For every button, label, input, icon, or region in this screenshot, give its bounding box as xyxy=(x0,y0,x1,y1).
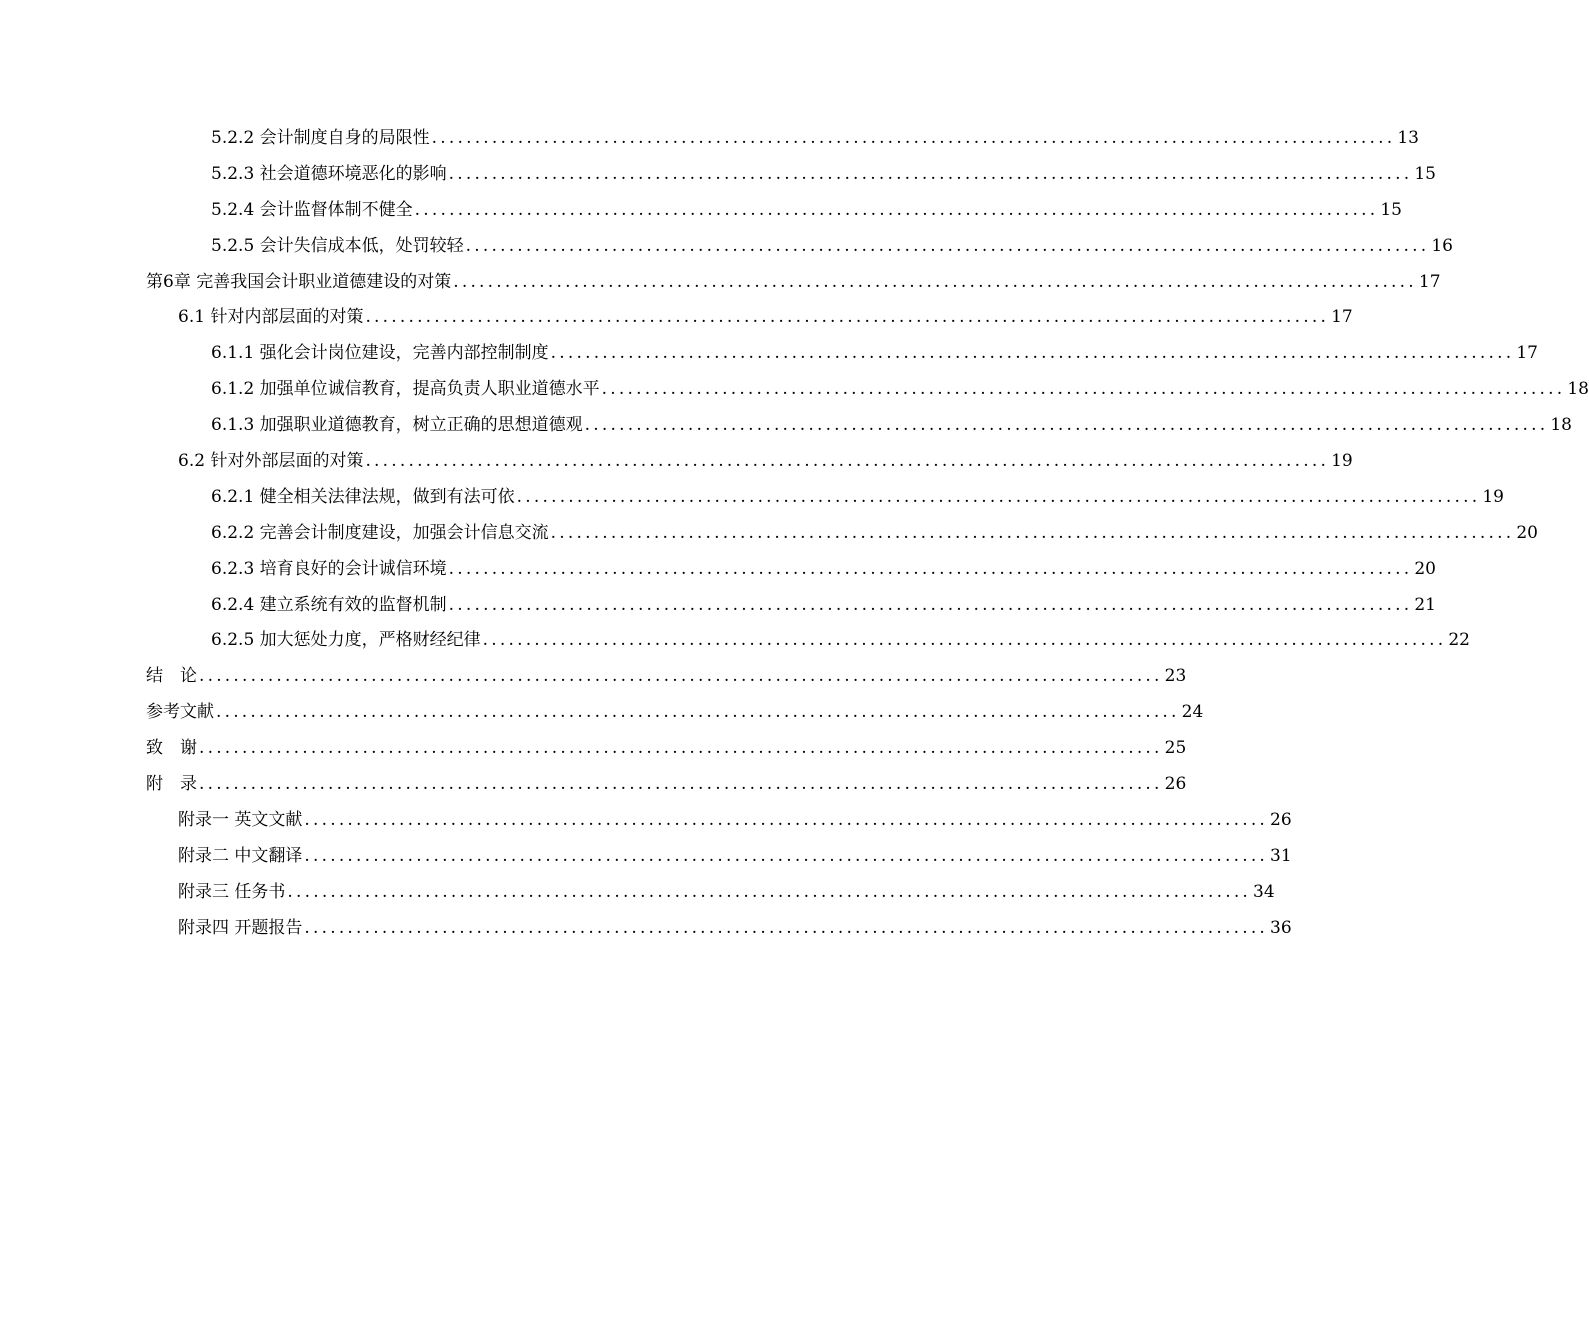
toc-page-number: 18 xyxy=(1567,379,1589,400)
toc-entry-title: 5.2.2 会计制度自身的局限性 xyxy=(211,127,430,148)
toc-leader-dots: ................................................................................................................ xyxy=(304,845,1269,866)
toc-page-number: 16 xyxy=(1431,235,1453,256)
toc-page-number: 25 xyxy=(1164,738,1187,759)
toc-page-number: 19 xyxy=(1331,450,1353,471)
toc-page-number: 17 xyxy=(1516,343,1538,364)
toc-entry[interactable] xyxy=(0,264,1441,300)
toc-entry[interactable] xyxy=(0,730,1187,766)
toc-entry[interactable] xyxy=(0,551,1436,587)
toc-entry-title: 5.2.3 社会道德环境恶化的影响 xyxy=(211,163,447,184)
toc-entry[interactable] xyxy=(0,622,1470,658)
toc-entry[interactable] xyxy=(0,874,1275,910)
toc-entry-title: 参考文献 xyxy=(146,702,214,723)
toc-page-number: 13 xyxy=(1397,127,1419,148)
toc-page-number: 15 xyxy=(1414,163,1436,184)
toc-entry[interactable] xyxy=(0,335,1538,371)
toc-leader-dots: ................................................................................................................ xyxy=(601,379,1566,400)
toc-page-number: 36 xyxy=(1270,917,1292,938)
toc-page-number: 18 xyxy=(1550,415,1572,436)
toc-leader-dots: ................................................................................................................ xyxy=(550,522,1515,543)
toc-entry-title: 附录二 中文翻译 xyxy=(178,845,303,866)
toc-leader-dots: ................................................................................................................ xyxy=(431,127,1396,148)
toc-leader-dots: ................................................................................................................ xyxy=(365,307,1330,328)
toc-leader-dots: ................................................................................................................ xyxy=(199,773,1163,794)
toc-entry-title: 6.2.5 加大惩处力度，严格财经纪律 xyxy=(211,630,481,651)
toc-entry[interactable] xyxy=(0,694,1204,730)
toc-entry[interactable] xyxy=(0,120,1419,156)
toc-entry-title: 5.2.4 会计监督体制不健全 xyxy=(211,199,413,220)
toc-entry-title: 6.1 针对内部层面的对策 xyxy=(178,307,364,328)
toc-page-number: 21 xyxy=(1414,594,1436,615)
toc-entry-title: 6.2 针对外部层面的对策 xyxy=(178,450,364,471)
toc-entry-title: 附录一 英文文献 xyxy=(178,809,303,830)
toc-entry[interactable] xyxy=(0,910,1292,946)
toc-entry[interactable] xyxy=(0,479,1504,515)
toc-page-number: 26 xyxy=(1164,773,1187,794)
toc-entry-title: 6.1.1 强化会计岗位建设，完善内部控制制度 xyxy=(211,343,549,364)
toc-entry[interactable] xyxy=(0,156,1436,192)
toc-page-number: 20 xyxy=(1414,558,1436,579)
toc-page-number: 23 xyxy=(1164,666,1187,687)
toc-leader-dots: ................................................................................................................ xyxy=(287,881,1252,902)
toc-leader-dots: ................................................................................................................ xyxy=(199,738,1163,759)
toc-entry-title: 附录三 任务书 xyxy=(178,881,286,902)
toc-page-number: 24 xyxy=(1181,702,1204,723)
toc-entry-title: 6.2.2 完善会计制度建设，加强会计信息交流 xyxy=(211,522,549,543)
toc-leader-dots: ................................................................................................................ xyxy=(199,666,1163,687)
toc-leader-dots: ................................................................................................................ xyxy=(482,630,1447,651)
toc-entry-title: 附录四 开题报告 xyxy=(178,917,303,938)
toc-entry-title: 第6章 完善我国会计职业道德建设的对策 xyxy=(146,271,452,292)
toc-leader-dots: ................................................................................................................ xyxy=(365,450,1330,471)
toc-entry-title: 结 论 xyxy=(146,666,197,687)
toc-leader-dots: ................................................................................................................ xyxy=(448,594,1413,615)
toc-leader-dots: ................................................................................................................ xyxy=(453,271,1417,292)
toc-entry-title: 6.2.3 培育良好的会计诚信环境 xyxy=(211,558,447,579)
toc-entry[interactable] xyxy=(0,299,1353,335)
toc-page-number: 34 xyxy=(1253,881,1275,902)
toc-entry[interactable] xyxy=(0,192,1402,228)
toc-leader-dots: ................................................................................................................ xyxy=(448,558,1413,579)
toc-leader-dots: ................................................................................................................ xyxy=(216,702,1180,723)
toc-entry-title: 6.1.2 加强单位诚信教育，提高负责人职业道德水平 xyxy=(211,379,600,400)
toc-page-number: 19 xyxy=(1482,486,1504,507)
toc-entry[interactable] xyxy=(0,766,1187,802)
toc-entry-title: 6.1.3 加强职业道德教育，树立正确的思想道德观 xyxy=(211,415,583,436)
toc-entry[interactable] xyxy=(0,587,1436,623)
toc-entry[interactable] xyxy=(0,658,1187,694)
toc-page-number: 26 xyxy=(1270,809,1292,830)
toc-entry-title: 5.2.5 会计失信成本低，处罚较轻 xyxy=(211,235,464,256)
toc-leader-dots: ................................................................................................................ xyxy=(550,343,1515,364)
toc-page-number: 17 xyxy=(1331,307,1353,328)
toc-leader-dots: ................................................................................................................ xyxy=(465,235,1430,256)
toc-entry[interactable] xyxy=(0,228,1453,264)
toc-entry-title: 6.2.4 建立系统有效的监督机制 xyxy=(211,594,447,615)
toc-leader-dots: ................................................................................................................ xyxy=(516,486,1481,507)
toc-entry-title: 致 谢 xyxy=(146,738,197,759)
toc-entry[interactable] xyxy=(0,802,1292,838)
toc-leader-dots: ................................................................................................................ xyxy=(448,163,1413,184)
toc-entry-title: 6.2.1 健全相关法律法规，做到有法可依 xyxy=(211,486,515,507)
toc-page-number: 15 xyxy=(1380,199,1402,220)
toc-leader-dots: ................................................................................................................ xyxy=(414,199,1379,220)
toc-leader-dots: ................................................................................................................ xyxy=(584,415,1549,436)
toc-entry[interactable] xyxy=(0,515,1538,551)
toc-page-number: 20 xyxy=(1516,522,1538,543)
toc-leader-dots: ................................................................................................................ xyxy=(304,809,1269,830)
toc-entry-title: 附 录 xyxy=(146,773,197,794)
toc-entry[interactable] xyxy=(0,443,1353,479)
toc-page-number: 31 xyxy=(1270,845,1292,866)
toc-entry[interactable] xyxy=(0,407,1572,443)
toc-page-number: 17 xyxy=(1418,271,1441,292)
toc-leader-dots: ................................................................................................................ xyxy=(304,917,1269,938)
toc-page-number: 22 xyxy=(1448,630,1470,651)
toc-entry[interactable] xyxy=(0,838,1292,874)
toc-entry[interactable] xyxy=(0,371,1589,407)
table-of-contents xyxy=(0,120,1589,945)
